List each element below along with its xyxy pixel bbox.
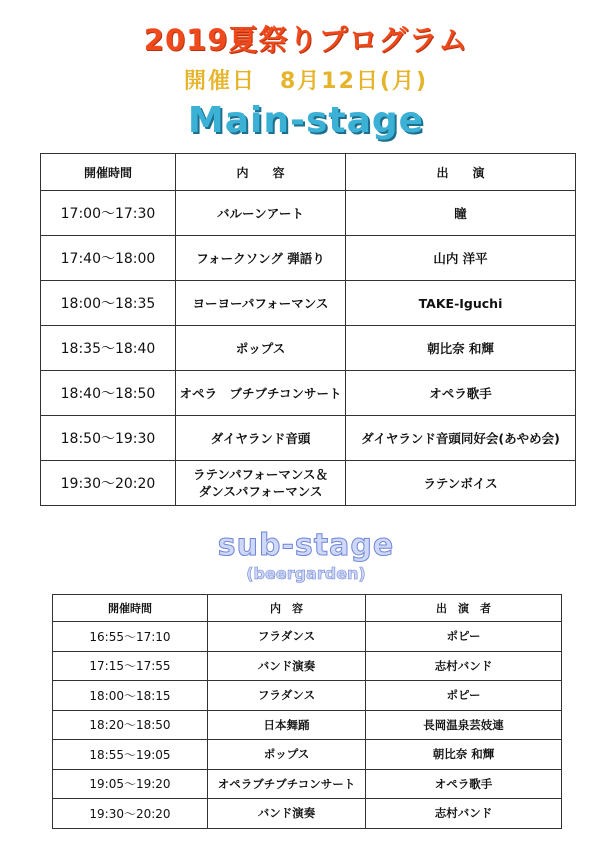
time-cell: 18:35～18:40 [41, 326, 176, 371]
column-header-time: 開催時間 [41, 154, 176, 191]
content-cell: オペラブチブチコンサート [208, 769, 366, 799]
content-cell: バンド演奏 [208, 651, 366, 681]
table-row [41, 371, 576, 416]
time-cell: 18:00～18:15 [53, 681, 208, 711]
performer-cell: 志村バンド [366, 651, 562, 681]
table-row [53, 710, 562, 740]
column-header-content: 内 容 [176, 154, 346, 191]
sub-stage-schedule-table [52, 594, 562, 829]
table-row [53, 681, 562, 711]
main-stage-heading: Main-stage [187, 100, 425, 141]
table-row [41, 191, 576, 236]
table-header-row [53, 595, 562, 622]
performer-cell: 志村バンド [366, 799, 562, 829]
table-row [41, 236, 576, 281]
table-row [41, 281, 576, 326]
table-row [53, 651, 562, 681]
performer-cell: 山内 洋平 [346, 236, 576, 281]
time-cell: 19:05～19:20 [53, 769, 208, 799]
time-cell: 19:30～20:20 [53, 799, 208, 829]
time-cell: 18:50～19:30 [41, 416, 176, 461]
time-cell: 17:00～17:30 [41, 191, 176, 236]
content-line-1: ラテンパフォーマンス＆ [192, 467, 328, 482]
column-header-content: 内 容 [208, 595, 366, 622]
time-cell: 18:00～18:35 [41, 281, 176, 326]
page-title: 2019夏祭りプログラム [143, 23, 469, 57]
content-cell [176, 461, 346, 506]
performer-cell: 長岡温泉芸妓連 [366, 710, 562, 740]
content-cell: バンド演奏 [208, 799, 366, 829]
performer-cell: オペラ歌手 [366, 769, 562, 799]
table-row [53, 622, 562, 652]
table-header-row [41, 154, 576, 191]
time-cell: 18:20～18:50 [53, 710, 208, 740]
column-header-time: 開催時間 [53, 595, 208, 622]
time-cell: 16:55～17:10 [53, 622, 208, 652]
content-line-2: ダンスパフォーマンス [198, 484, 323, 499]
column-header-performer: 出 演 [346, 154, 576, 191]
main-stage-schedule-table [40, 153, 576, 506]
content-cell: ヨーヨーパフォーマンス [176, 281, 346, 326]
performer-cell: ポピー [366, 681, 562, 711]
content-cell: フラダンス [208, 681, 366, 711]
performer-cell: オペラ歌手 [346, 371, 576, 416]
performer-cell: TAKE-Iguchi [346, 281, 576, 326]
table-row [53, 799, 562, 829]
sub-stage-heading: sub-stage [217, 528, 395, 563]
time-cell: 19:30～20:20 [41, 461, 176, 506]
content-cell: フラダンス [208, 622, 366, 652]
event-date: 開催日 8月12日(月) [183, 69, 429, 94]
performer-cell: ラテンボイス [346, 461, 576, 506]
table-row [41, 326, 576, 371]
content-cell: 日本舞踊 [208, 710, 366, 740]
table-row [41, 416, 576, 461]
content-cell: ポップス [176, 326, 346, 371]
performer-cell: ダイヤランド音頭同好会(あやめ会) [346, 416, 576, 461]
time-cell: 18:40～18:50 [41, 371, 176, 416]
content-cell: フォークソング 弾語り [176, 236, 346, 281]
time-cell: 17:40～18:00 [41, 236, 176, 281]
performer-cell: 瞳 [346, 191, 576, 236]
content-cell: ダイヤランド音頭 [176, 416, 346, 461]
table-row [53, 740, 562, 770]
content-cell: バルーンアート [176, 191, 346, 236]
table-row [53, 769, 562, 799]
content-cell: オペラ ブチブチコンサート [176, 371, 346, 416]
time-cell: 18:55～19:05 [53, 740, 208, 770]
performer-cell: 朝比奈 和輝 [366, 740, 562, 770]
time-cell: 17:15～17:55 [53, 651, 208, 681]
content-cell: ポップス [208, 740, 366, 770]
table-row [41, 461, 576, 506]
performer-cell: 朝比奈 和輝 [346, 326, 576, 371]
column-header-performer: 出 演 者 [366, 595, 562, 622]
sub-stage-caption: (beergarden) [246, 564, 366, 583]
performer-cell: ポピー [366, 622, 562, 652]
